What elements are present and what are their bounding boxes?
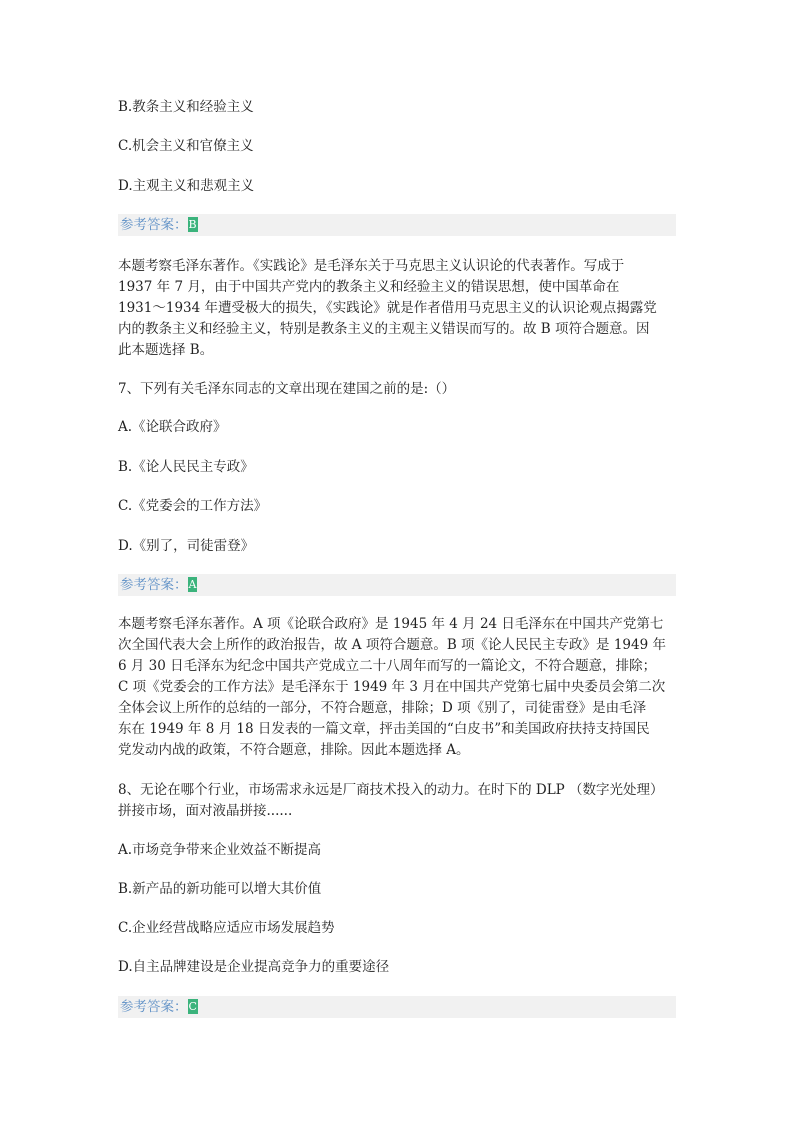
q7-explanation-line: 东在 1949 年 8 月 18 日发表的一篇文章，抨击美国的“白皮书”和美国政府扶持支持国民 xyxy=(118,721,650,737)
q8-question xyxy=(118,780,678,822)
q7-explanation-line: 全体会议上所作的总结的一部分，不符合题意，排除；D 项《别了，司徒雷登》是由毛泽 xyxy=(118,700,647,716)
q8-answer-bar xyxy=(118,996,676,1018)
q7-option-c: C.《党委会的工作方法》 xyxy=(118,498,268,514)
q7-explanation-line: 次全国代表大会上所作的政治报告，故 A 项符合题意。B 项《论人民民主专政》是 1949 年 xyxy=(118,637,666,653)
q8-answer-value: C xyxy=(188,1000,197,1013)
q6-option-b: B.教条主义和经验主义 xyxy=(118,99,254,115)
q7-option-b: B.《论人民民主专政》 xyxy=(118,459,254,475)
q8-option-d: D.自主品牌建设是企业提高竞争力的重要途径 xyxy=(118,959,390,975)
q6-answer-bar xyxy=(118,214,676,236)
q8-option-a: A.市场竞争带来企业效益不断提高 xyxy=(118,842,322,858)
q8-question-line: 8、无论在哪个行业，市场需求永远是厂商技术投入的动力。在时下的 DLP （数字光处理） xyxy=(118,782,664,798)
q8-answer-label: 参考答案： xyxy=(120,999,188,1015)
q7-answer-bar xyxy=(118,574,676,596)
q7-option-d: D.《别了，司徒雷登》 xyxy=(118,538,255,554)
q8-option-c: C.企业经营战略应适应市场发展趋势 xyxy=(118,920,335,936)
q7-explanation-line: C 项《党委会的工作方法》是毛泽东于 1949 年 3 月在中国共产党第七届中央委员会第二次 xyxy=(118,679,666,695)
q6-explanation-line: 1931～1934 年遭受极大的损失，《实践论》就是作者借用马克思主义的认识论观点揭露党 xyxy=(118,300,657,316)
q7-answer-label: 参考答案： xyxy=(120,577,188,593)
q6-answer-value: B xyxy=(188,218,197,231)
q6-explanation-line: 1937 年 7 月，由于中国共产党内的教条主义和经验主义的错误思想，使中国革命在 xyxy=(118,279,620,295)
q7-question: 7、下列有关毛泽东同志的文章出现在建国之前的是:（） xyxy=(118,381,456,397)
q6-explanation xyxy=(118,256,678,361)
q7-option-a: A.《论联合政府》 xyxy=(118,419,227,435)
q7-explanation xyxy=(118,614,678,761)
q6-answer-label: 参考答案： xyxy=(120,217,188,233)
q7-explanation-line: 党发动内战的政策，不符合题意，排除。因此本题选择 A。 xyxy=(118,742,470,758)
q7-explanation-line: 6 月 30 日毛泽东为纪念中国共产党成立二十八周年而写的一篇论文，不符合题意，排除； xyxy=(118,658,657,674)
q6-explanation-line: 本题考察毛泽东著作。《实践论》是毛泽东关于马克思主义认识论的代表著作。写成于 xyxy=(118,258,625,274)
q6-option-d: D.主观主义和悲观主义 xyxy=(118,178,255,194)
q6-explanation-line: 内的教条主义和经验主义，特别是教条主义的主观主义错误而写的。故 B 项符合题意。因 xyxy=(118,321,650,337)
q6-explanation-line: 此本题选择 B。 xyxy=(118,342,214,358)
q6-option-c: C.机会主义和官僚主义 xyxy=(118,138,254,154)
q8-question-line: 拼接市场，面对液晶拼接...... xyxy=(118,803,293,819)
q8-option-b: B.新产品的新功能可以增大其价值 xyxy=(118,881,322,897)
q7-explanation-line: 本题考察毛泽东著作。A 项《论联合政府》是 1945 年 4 月 24 日毛泽东在中国共产党第七 xyxy=(118,616,664,632)
q7-answer-value: A xyxy=(188,578,197,591)
